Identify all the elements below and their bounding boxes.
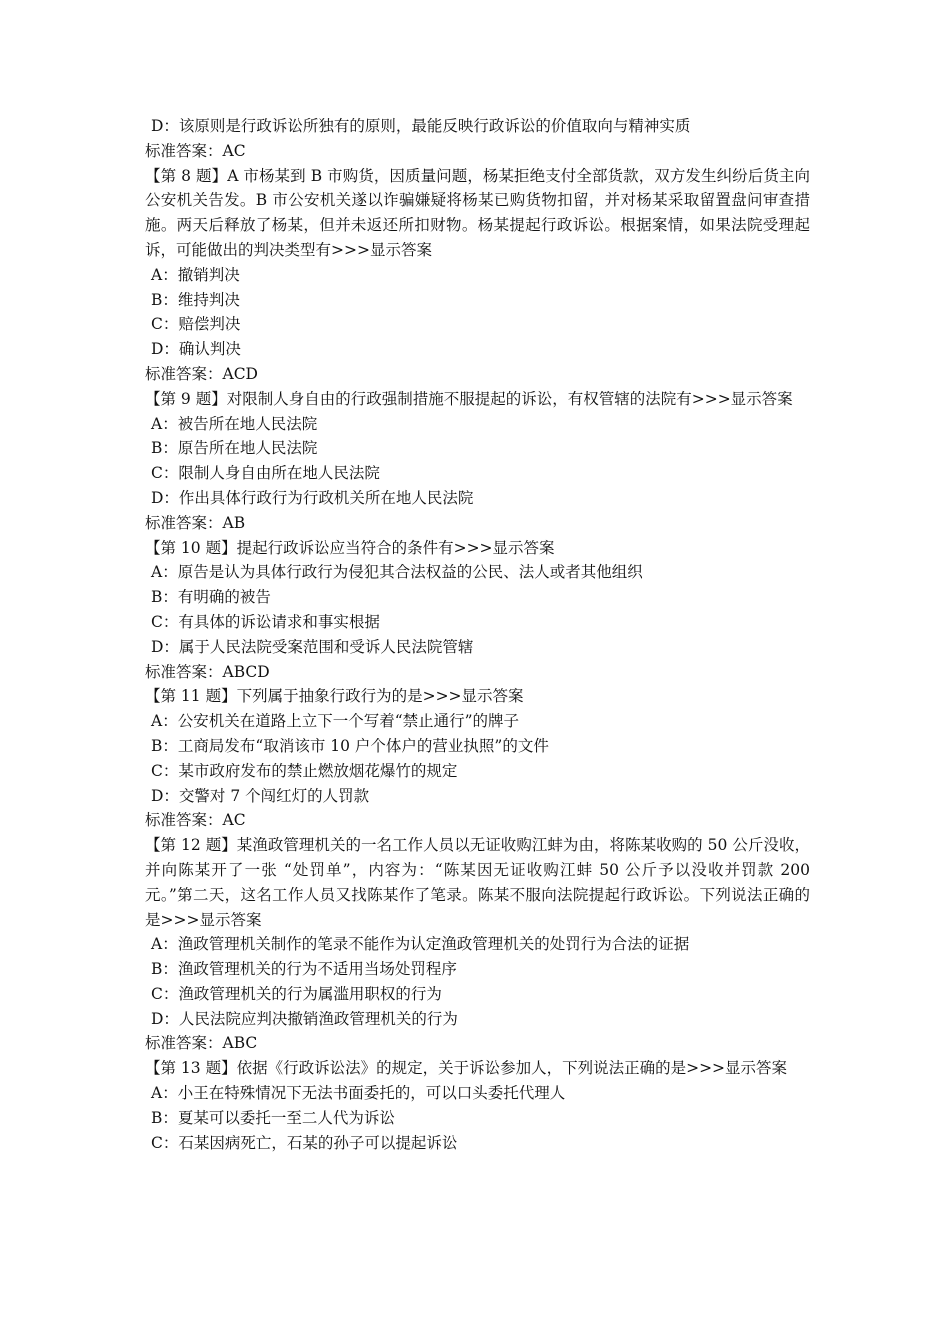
q9-standard-answer: 标准答案：AB bbox=[145, 513, 246, 532]
q10-standard-answer: 标准答案：ABCD bbox=[145, 662, 270, 681]
q10-option-b: B：有明确的被告 bbox=[151, 588, 271, 607]
q12-standard-answer: 标准答案：ABC bbox=[145, 1034, 258, 1053]
q8-option-d: D：确认判决 bbox=[151, 340, 241, 359]
q11-standard-answer: 标准答案：AC bbox=[145, 811, 246, 830]
q12-option-c: C：渔政管理机关的行为属滥用职权的行为 bbox=[151, 984, 442, 1003]
q8-option-b: B：维持判决 bbox=[151, 290, 240, 309]
q7-standard-answer: 标准答案：AC bbox=[145, 141, 246, 160]
q12-option-b: B：渔政管理机关的行为不适用当场处罚程序 bbox=[151, 960, 457, 979]
q7-option-d: D：该原则是行政诉讼所独有的原则，最能反映行政诉讼的价值取向与精神实质 bbox=[151, 117, 691, 135]
q10-option-d: D：属于人民法院受案范围和受诉人民法院管辖 bbox=[151, 637, 474, 656]
q9-question-stem: 【第 9 题】对限制人身自由的行政强制措施不服提起的诉讼，有权管辖的法院有>>>显示答案 bbox=[145, 389, 793, 408]
q9-option-c: C：限制人身自由所在地人民法院 bbox=[151, 464, 380, 483]
document-body bbox=[145, 114, 810, 1155]
q13-option-b: B：夏某可以委托一至二人代为诉讼 bbox=[151, 1108, 395, 1127]
q12-option-d: D：人民法院应判决撤销渔政管理机关的行为 bbox=[151, 1009, 458, 1028]
q11-option-d: D：交警对 7 个闯红灯的人罚款 bbox=[151, 786, 370, 805]
q9-option-d: D：作出具体行政行为行政机关所在地人民法院 bbox=[151, 488, 474, 507]
q10-option-a: A：原告是认为具体行政行为侵犯其合法权益的公民、法人或者其他组织 bbox=[151, 563, 643, 582]
q8-option-c: C：赔偿判决 bbox=[151, 315, 241, 334]
q8-question-stem: 【第 8 题】A 市杨某到 B 市购货，因质量问题，杨某拒绝支付全部货款，双方发生纠纷后货主向公安机关告发。B 市公安机关遂以诈骗嫌疑将杨某已购货物扣留，并对杨某采取留置盘问审查措施。两天后释放了杨某，但并未返还所扣财物。杨某提起行政诉讼。根据案情，如果法院受理起诉，可能做出的判决类型有>>>显示答案 bbox=[145, 166, 810, 259]
q8-standard-answer: 标准答案：ACD bbox=[145, 364, 258, 383]
q10-option-c: C：有具体的诉讼请求和事实根据 bbox=[151, 612, 380, 631]
q13-question-stem: 【第 13 题】依据《行政诉讼法》的规定，关于诉讼参加人，下列说法正确的是>>>显示答案 bbox=[145, 1059, 788, 1078]
q8-option-a: A：撤销判决 bbox=[151, 265, 240, 284]
q11-option-c: C：某市政府发布的禁止燃放烟花爆竹的规定 bbox=[151, 761, 458, 780]
q10-question-stem: 【第 10 题】提起行政诉讼应当符合的条件有>>>显示答案 bbox=[145, 538, 555, 557]
q12-question-stem: 【第 12 题】某渔政管理机关的一名工作人员以无证收购江蚌为由，将陈某收购的 50 公斤没收，并向陈某开了一张 “处罚单”，内容为：“陈某因无证收购江蚌 50 公斤予以没收并罚款 200 元。”第二天，这名工作人员又找陈某作了笔录。陈某不服向法院提起行政诉讼。下列说法正确的是>>>显示答案 bbox=[145, 836, 810, 929]
q11-option-a: A：公安机关在道路上立下一个写着“禁止通行”的牌子 bbox=[151, 712, 520, 731]
q9-option-a: A：被告所在地人民法院 bbox=[151, 414, 318, 433]
q11-question-stem: 【第 11 题】下列属于抽象行政行为的是>>>显示答案 bbox=[145, 687, 524, 706]
q13-option-a: A：小王在特殊情况下无法书面委托的，可以口头委托代理人 bbox=[151, 1084, 566, 1103]
q12-option-a: A：渔政管理机关制作的笔录不能作为认定渔政管理机关的处罚行为合法的证据 bbox=[151, 935, 690, 954]
q13-option-c: C：石某因病死亡，石某的孙子可以提起诉讼 bbox=[151, 1133, 458, 1152]
q11-option-b: B：工商局发布“取消该市 10 户个体户的营业执照”的文件 bbox=[151, 736, 549, 755]
q9-option-b: B：原告所在地人民法院 bbox=[151, 439, 318, 458]
